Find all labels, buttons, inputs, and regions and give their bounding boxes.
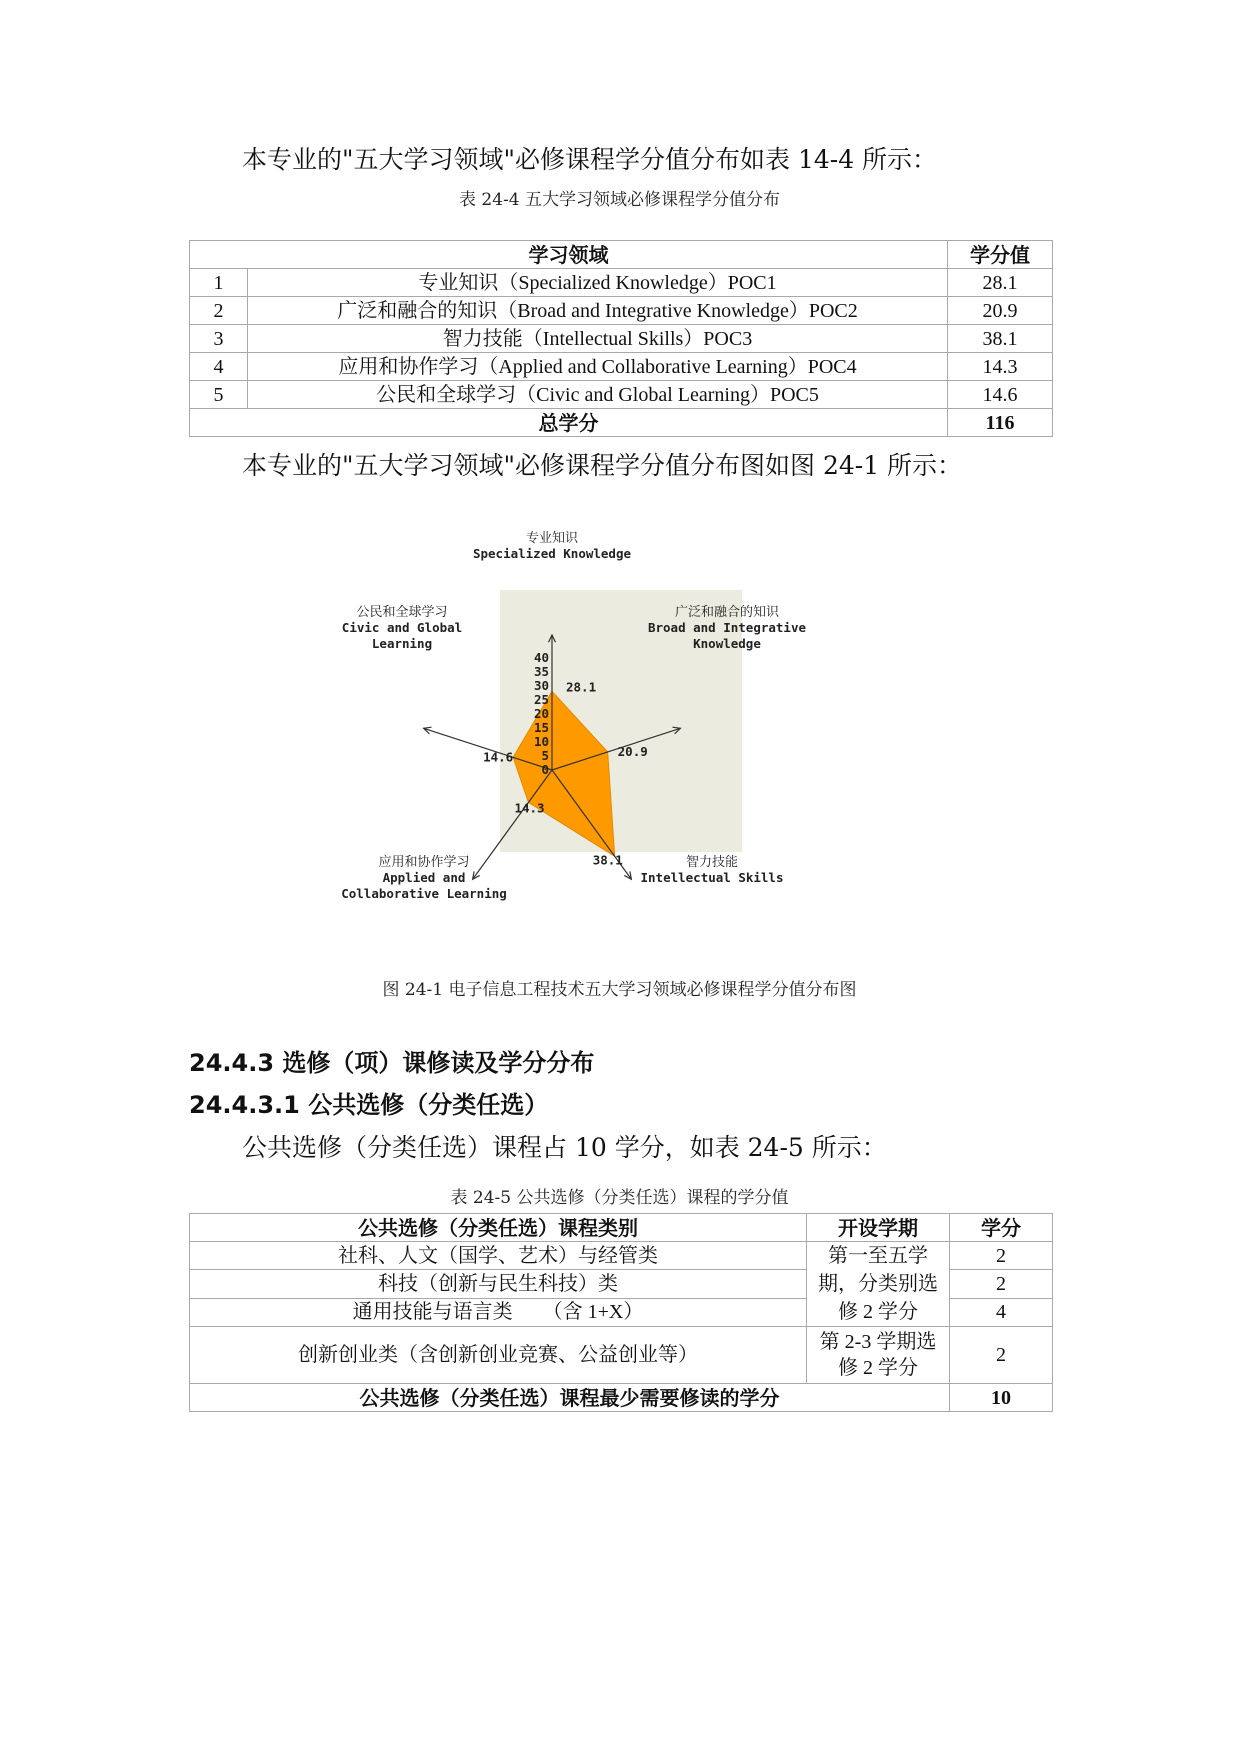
row-credits: 2 bbox=[950, 1327, 1053, 1384]
axis-label-en: Civic and Global bbox=[341, 620, 463, 635]
header-term: 开设学期 bbox=[807, 1214, 950, 1242]
section-heading-24-4-3-1: 24.4.3.1 公共选修（分类任选） bbox=[189, 1091, 549, 1119]
radar-chart bbox=[341, 530, 880, 901]
row-credits: 2 bbox=[950, 1270, 1053, 1298]
tick-label: 30 bbox=[533, 678, 549, 693]
axis-label-en: Collaborative Learning bbox=[341, 886, 507, 901]
row-credits: 4 bbox=[950, 1298, 1053, 1326]
total-value: 10 bbox=[950, 1384, 1053, 1412]
table-row bbox=[190, 353, 1053, 381]
axis-label-cn: 智力技能 bbox=[685, 855, 739, 870]
axis-label-en: Broad and Integrative bbox=[647, 620, 807, 635]
table-header-row bbox=[190, 241, 1053, 269]
row-number: 1 bbox=[190, 269, 248, 297]
row-domain: 专业知识（Specialized Knowledge）POC1 bbox=[248, 269, 948, 297]
value-label: 38.1 bbox=[592, 852, 623, 868]
intro-paragraph-1: 本专业的"五大学习领域"必修课程学分值分布如表 14-4 所示： bbox=[242, 145, 938, 174]
value-label: 14.6 bbox=[483, 749, 514, 765]
axis-label-en: Intellectual Skills bbox=[640, 870, 784, 885]
row-category: 通用技能与语言类 （含 1+X） bbox=[190, 1298, 807, 1326]
axis-label-en: Specialized Knowledge bbox=[472, 546, 632, 561]
table-row bbox=[190, 1327, 1053, 1384]
row-number: 5 bbox=[190, 381, 248, 409]
table-row bbox=[190, 325, 1053, 353]
value-label: 28.1 bbox=[566, 679, 597, 695]
tick-label: 25 bbox=[533, 692, 549, 707]
five-domains-table bbox=[189, 240, 1053, 437]
total-row bbox=[190, 1384, 1053, 1412]
axis-label-cn: 专业知识 bbox=[525, 531, 579, 546]
row-credits: 28.1 bbox=[948, 269, 1053, 297]
term-cell-group2: 第 2-3 学期选修 2 学分 bbox=[807, 1327, 950, 1384]
table-row bbox=[190, 297, 1053, 325]
row-credits: 2 bbox=[950, 1242, 1053, 1270]
row-category: 创新创业类（含创新创业竞赛、公益创业等） bbox=[190, 1327, 807, 1384]
row-domain: 公民和全球学习（Civic and Global Learning）POC5 bbox=[248, 381, 948, 409]
axis-label-cn: 应用和协作学习 bbox=[378, 855, 470, 870]
total-label: 总学分 bbox=[190, 409, 948, 437]
header-credits: 学分 bbox=[950, 1214, 1053, 1242]
row-credits: 14.6 bbox=[948, 381, 1053, 409]
row-domain: 应用和协作学习（Applied and Collaborative Learning）POC4 bbox=[248, 353, 948, 381]
intro-paragraph-2: 本专业的"五大学习领域"必修课程学分值分布图如图 24-1 所示： bbox=[242, 451, 963, 480]
row-category: 社科、人文（国学、艺术）与经管类 bbox=[190, 1242, 807, 1270]
header-domain: 学习领域 bbox=[190, 241, 948, 269]
public-electives-table bbox=[189, 1213, 1053, 1412]
tick-label: 5 bbox=[541, 748, 549, 763]
tick-label: 35 bbox=[533, 664, 549, 679]
row-category: 科技（创新与民生科技）类 bbox=[190, 1270, 807, 1298]
axis-label-cn: 公民和全球学习 bbox=[356, 605, 448, 620]
total-label: 公共选修（分类任选）课程最少需要修读的学分 bbox=[190, 1384, 950, 1412]
row-number: 3 bbox=[190, 325, 248, 353]
section-heading-24-4-3: 24.4.3 选修（项）课修读及学分分布 bbox=[189, 1049, 595, 1077]
table-row bbox=[190, 269, 1053, 297]
row-credits: 20.9 bbox=[948, 297, 1053, 325]
tick-label: 20 bbox=[533, 706, 549, 721]
tick-label: 10 bbox=[533, 734, 549, 749]
header-category: 公共选修（分类任选）课程类别 bbox=[190, 1214, 807, 1242]
figure-caption: 图 24-1 电子信息工程技术五大学习领域必修课程学分值分布图 bbox=[382, 980, 857, 1000]
row-domain: 广泛和融合的知识（Broad and Integrative Knowledge）POC2 bbox=[248, 297, 948, 325]
tick-label: 40 bbox=[533, 650, 549, 665]
axis-label-en: Applied and bbox=[382, 870, 466, 885]
table-header-row bbox=[190, 1214, 1053, 1242]
tick-label: 15 bbox=[533, 720, 549, 735]
table-row bbox=[190, 1242, 1053, 1270]
value-label: 20.9 bbox=[617, 743, 648, 759]
header-credits: 学分值 bbox=[948, 241, 1053, 269]
total-row bbox=[190, 409, 1053, 437]
term-cell-group1: 第一至五学期，分类别选修 2 学分 bbox=[807, 1242, 950, 1327]
row-domain: 智力技能（Intellectual Skills）POC3 bbox=[248, 325, 948, 353]
row-credits: 14.3 bbox=[948, 353, 1053, 381]
total-value: 116 bbox=[948, 409, 1053, 437]
table-row bbox=[190, 381, 1053, 409]
value-label: 14.3 bbox=[514, 800, 545, 816]
axis-label-en: Knowledge bbox=[693, 636, 761, 651]
tick-label: 0 bbox=[541, 762, 549, 777]
table2-caption: 表 24-5 公共选修（分类任选）课程的学分值 bbox=[450, 1188, 789, 1208]
axis-label-en: Learning bbox=[371, 636, 433, 651]
intro-paragraph-3: 公共选修（分类任选）课程占 10 学分，如表 24-5 所示： bbox=[242, 1133, 887, 1162]
row-number: 4 bbox=[190, 353, 248, 381]
row-number: 2 bbox=[190, 297, 248, 325]
table1-caption: 表 24-4 五大学习领域必修课程学分值分布 bbox=[459, 190, 780, 210]
row-credits: 38.1 bbox=[948, 325, 1053, 353]
axis-label-cn: 广泛和融合的知识 bbox=[674, 605, 780, 620]
